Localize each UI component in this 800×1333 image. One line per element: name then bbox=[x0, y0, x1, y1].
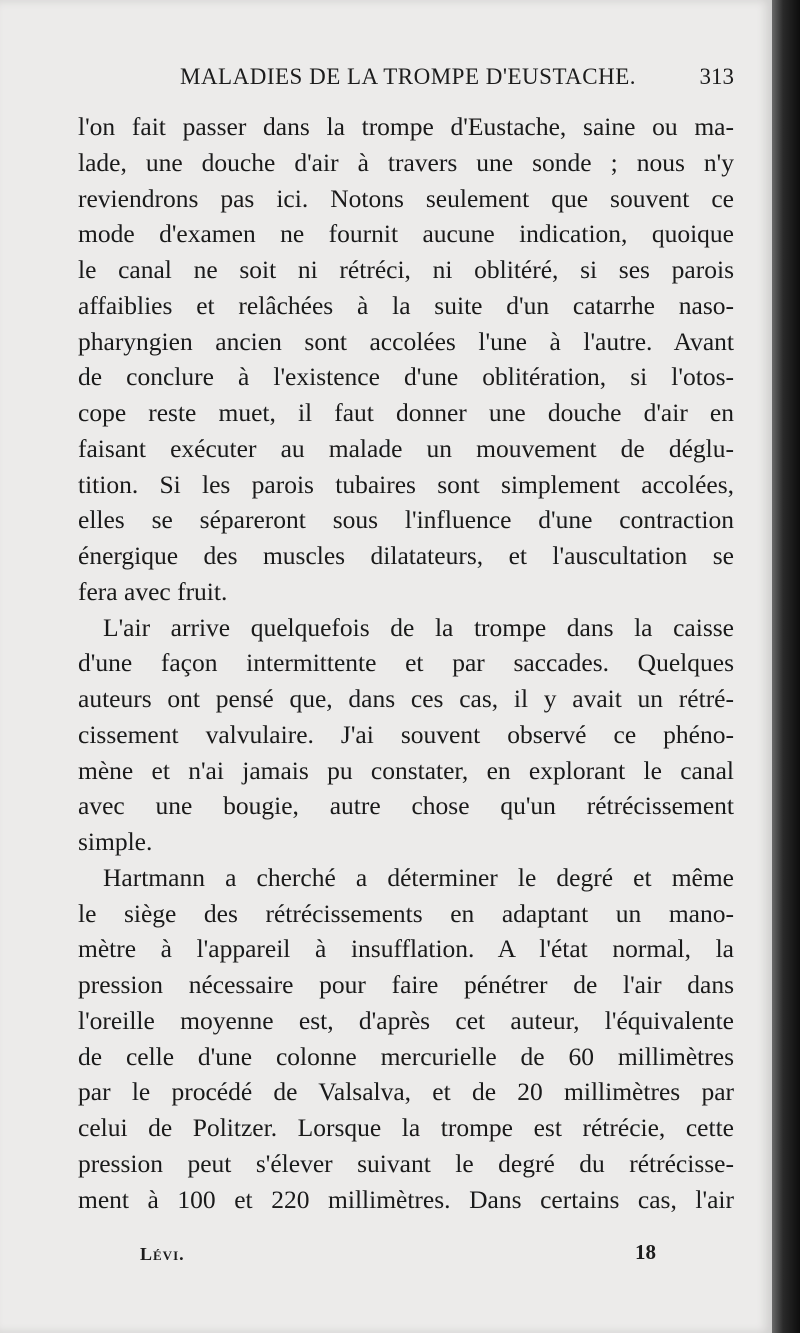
text-line: mène et n'ai jamais pu constater, en explorant le canal bbox=[78, 755, 734, 785]
text-line: pharyngien ancien sont accolées l'une à l'autre. Avant bbox=[78, 326, 734, 356]
text-line: de conclure à l'existence d'une oblitération, si l'otos- bbox=[78, 362, 734, 392]
text-line: pression nécessaire pour faire pénétrer de l'air dans bbox=[78, 970, 734, 999]
text-line: affaiblies et relâchées à la suite d'un catarrhe naso- bbox=[78, 290, 734, 320]
page-number: 313 bbox=[699, 64, 734, 89]
text-line: lade, une douche d'air à travers une sonde ; nous n'y bbox=[78, 147, 734, 177]
text-line: avec une bougie, autre chose qu'un rétrécissement bbox=[78, 791, 734, 821]
text-line: tition. Si les parois tubaires sont simplement accolées, bbox=[78, 469, 734, 499]
sheet-number: 18 bbox=[635, 1240, 656, 1264]
text-line: de celle d'une colonne mercurielle de 60 millimètres bbox=[78, 1041, 734, 1071]
page-footer bbox=[78, 1240, 734, 1272]
text-line: faisant exécuter au malade un mouvement de déglu- bbox=[78, 433, 734, 463]
text-line: d'une façon intermittente et par saccades. Quelques bbox=[78, 648, 734, 678]
text-line: pression peut s'élever suivant le degré du rétrécisse- bbox=[78, 1148, 734, 1178]
text-line: reviendrons pas ici. Notons seulement que souvent ce bbox=[78, 183, 734, 213]
running-head: MALADIES DE LA TROMPE D'EUSTACHE. bbox=[180, 64, 637, 89]
page-header bbox=[78, 64, 734, 100]
body-text bbox=[78, 109, 734, 1217]
text-line: énergique des muscles dilatateurs, et l'auscultation se bbox=[78, 541, 734, 570]
signature-mark: Lévi. bbox=[140, 1244, 185, 1264]
text-line: mode d'examen ne fournit aucune indication, quoique bbox=[78, 219, 734, 249]
text-line: par le procédé de Valsalva, et de 20 millimètres par bbox=[78, 1077, 734, 1107]
text-line: auteurs ont pensé que, dans ces cas, il y avait un rétré- bbox=[78, 684, 734, 713]
text-line: mètre à l'appareil à insufflation. A l'état normal, la bbox=[78, 934, 734, 964]
text-line: celui de Politzer. Lorsque la trompe est rétrécie, cette bbox=[78, 1113, 734, 1142]
text-line: cissement valvulaire. J'ai souvent observé ce phéno- bbox=[78, 719, 734, 749]
text-line: ment à 100 et 220 millimètres. Dans certains cas, l'air bbox=[78, 1184, 734, 1214]
page-edge-shadow bbox=[772, 0, 800, 1333]
text-line: l'oreille moyenne est, d'après cet auteur, l'équivalente bbox=[78, 1005, 734, 1035]
text-line: Hartmann a cherché a déterminer le degré et même bbox=[103, 862, 734, 892]
text-line: cope reste muet, il faut donner une douche d'air en bbox=[78, 398, 734, 427]
text-line: simple. bbox=[78, 827, 153, 856]
text-line: elles se sépareront sous l'influence d'une contraction bbox=[78, 505, 734, 535]
text-line: le canal ne soit ni rétréci, ni oblitéré, si ses parois bbox=[78, 255, 734, 284]
text-line: l'on fait passer dans la trompe d'Eustache, saine ou ma- bbox=[78, 112, 734, 141]
text-line: le siège des rétrécissements en adaptant un mano- bbox=[78, 898, 734, 928]
text-line: fera avec fruit. bbox=[78, 576, 228, 606]
text-line: L'air arrive quelquefois de la trompe dans la caisse bbox=[103, 612, 734, 642]
